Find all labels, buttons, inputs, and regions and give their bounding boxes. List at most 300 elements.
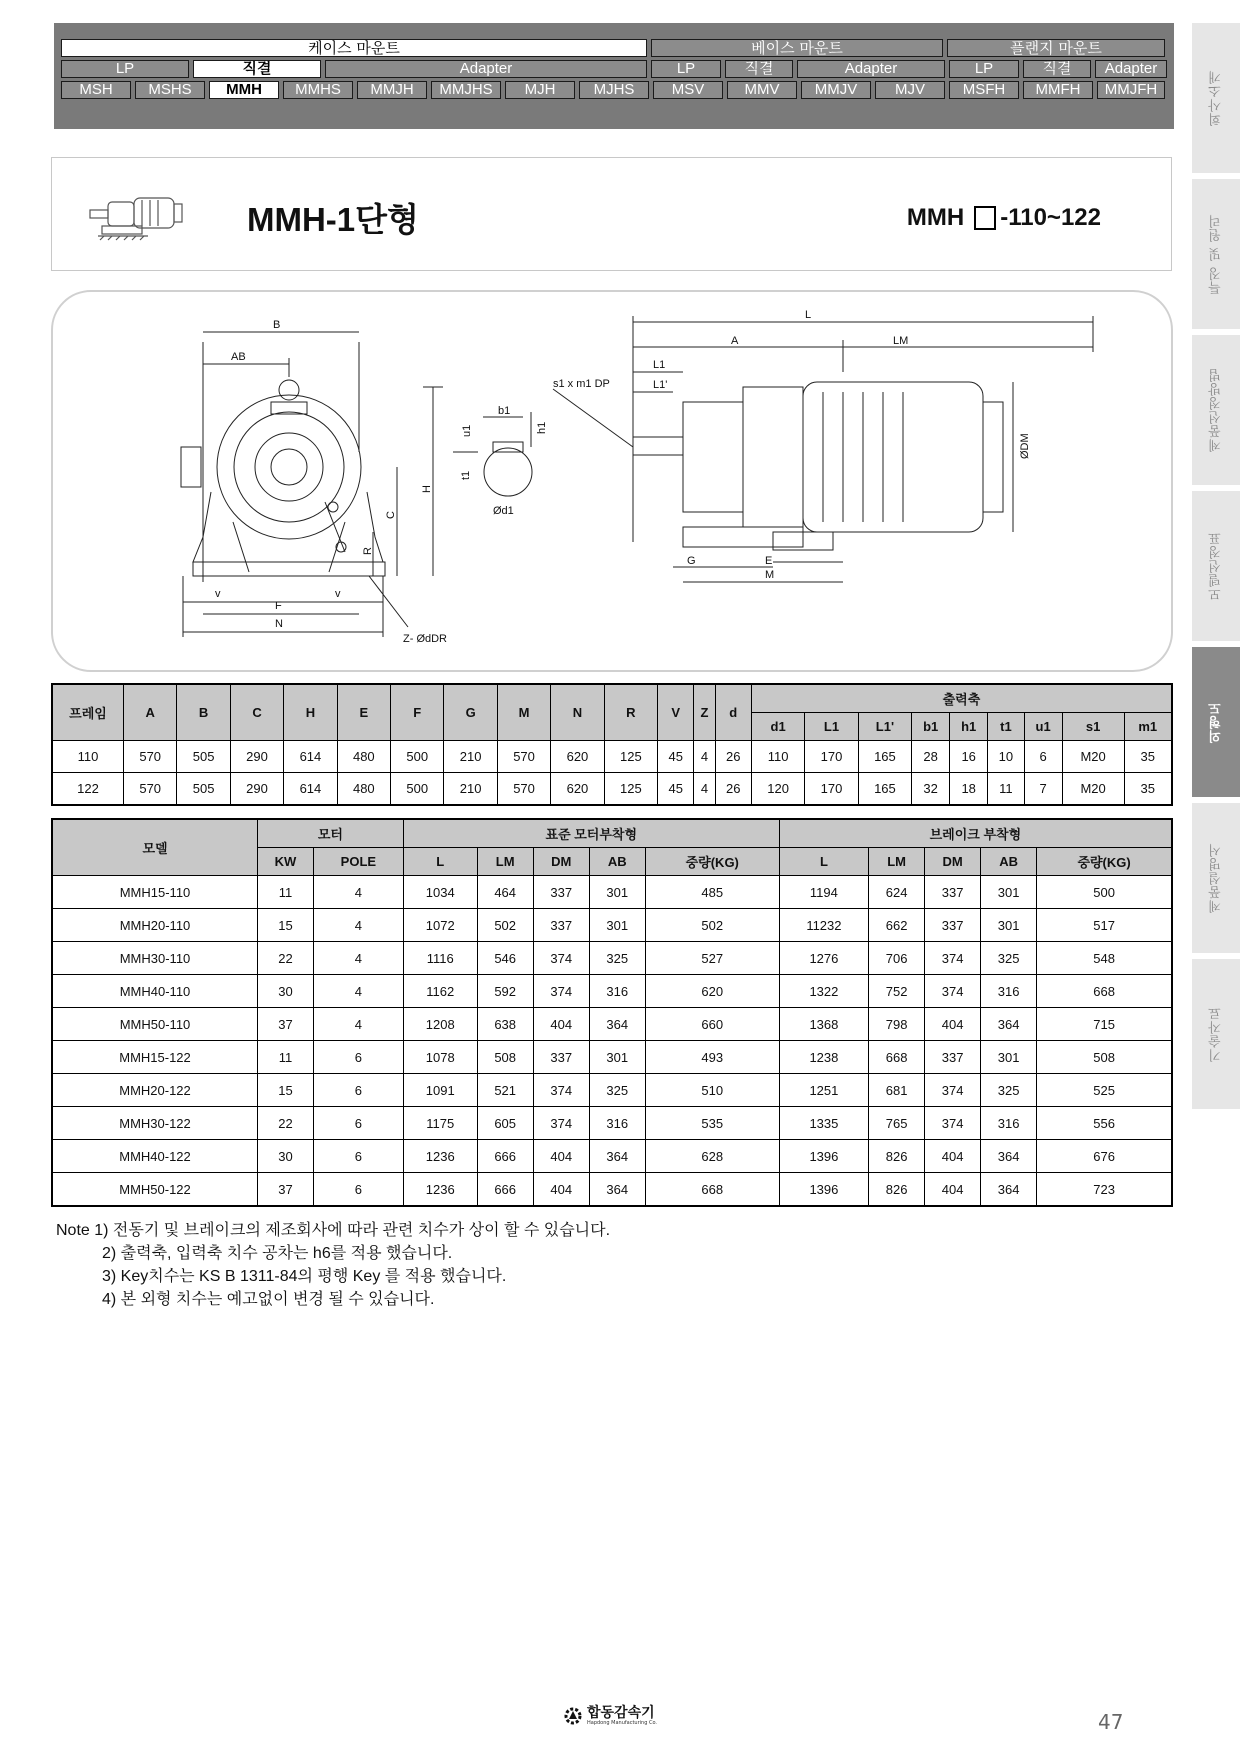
frame-header: 프레임 — [52, 684, 124, 741]
gear-icon — [563, 1706, 583, 1726]
table-cell: 826 — [869, 1140, 925, 1173]
model-code-placeholder-box — [974, 206, 996, 230]
nav-group-flange-mount[interactable]: 플랜지 마운트 — [947, 39, 1165, 57]
table-cell: MMH20-122 — [52, 1074, 258, 1107]
drawing-dimension-label: L1' — [653, 379, 668, 391]
table-cell: 493 — [645, 1041, 779, 1074]
table-cell: 15 — [258, 1074, 314, 1107]
table-row — [52, 741, 1172, 773]
table-cell: 1236 — [403, 1140, 477, 1173]
drawing-dimension-label: L — [805, 309, 812, 321]
table-cell: 45 — [658, 773, 694, 806]
table-cell: 325 — [589, 942, 645, 975]
reducer-thumbnail-icon — [88, 190, 198, 244]
model-col-header: 중량(KG) — [1037, 848, 1172, 876]
table-cell: 364 — [589, 1008, 645, 1041]
table-cell: 556 — [1037, 1107, 1172, 1140]
nav-model-3[interactable]: MMHS — [283, 81, 353, 99]
table-cell: 374 — [925, 942, 981, 975]
table-cell: 4 — [313, 909, 403, 942]
nav-model-10[interactable]: MMJV — [801, 81, 871, 99]
notes — [56, 1219, 610, 1311]
table-cell: MMH20-110 — [52, 909, 258, 942]
table-cell: 525 — [1037, 1074, 1172, 1107]
output-col-header: m1 — [1124, 713, 1172, 741]
side-tab-label: 기술자료 — [1208, 1006, 1224, 1062]
table-cell: 30 — [258, 1140, 314, 1173]
table-cell: 485 — [645, 876, 779, 909]
drawing-dimension-label: LM — [893, 335, 909, 347]
table-cell: 500 — [1037, 876, 1172, 909]
table-cell: 1238 — [779, 1041, 868, 1074]
table-cell: 4 — [313, 975, 403, 1008]
table-cell: 404 — [925, 1173, 981, 1207]
table-row — [52, 975, 1172, 1008]
table-cell: MMH40-110 — [52, 975, 258, 1008]
table-cell: 374 — [533, 1074, 589, 1107]
table-cell: 765 — [869, 1107, 925, 1140]
table-cell: 316 — [589, 1107, 645, 1140]
col-header: V — [658, 684, 694, 741]
table-cell: 35 — [1124, 773, 1172, 806]
table-cell: 4 — [313, 942, 403, 975]
table-cell: 502 — [477, 909, 533, 942]
drawing-dimension-label: A — [731, 335, 739, 347]
side-tab-label: 제품설명서 — [1208, 843, 1224, 913]
table-cell: 337 — [925, 909, 981, 942]
table-cell: MMH30-122 — [52, 1107, 258, 1140]
table-cell: 570 — [124, 741, 177, 773]
drawing-dimension-label: R — [362, 547, 374, 555]
table-cell: 570 — [497, 773, 550, 806]
table-cell: 676 — [1037, 1140, 1172, 1173]
table-cell: 374 — [533, 975, 589, 1008]
table-cell: 337 — [533, 909, 589, 942]
col-header: C — [230, 684, 283, 741]
table-cell: 6 — [313, 1041, 403, 1074]
page-number: 47 — [1098, 1710, 1124, 1734]
table-cell: 1236 — [403, 1173, 477, 1207]
nav-group-base-mount[interactable]: 베이스 마운트 — [651, 39, 943, 57]
table-cell: 364 — [981, 1140, 1037, 1173]
table-cell: 170 — [805, 773, 858, 806]
side-tab-label: 제품선정방법 — [1208, 368, 1224, 452]
table-cell: 798 — [869, 1008, 925, 1041]
table-cell: 668 — [645, 1173, 779, 1207]
table-row — [52, 1107, 1172, 1140]
side-tab-label: 외형도 — [1208, 701, 1224, 743]
company-logo — [563, 1706, 657, 1726]
table-cell: 374 — [533, 1107, 589, 1140]
table-cell: 28 — [912, 741, 950, 773]
nav-model-11[interactable]: MJV — [875, 81, 945, 99]
table-cell: 325 — [589, 1074, 645, 1107]
table-cell: 706 — [869, 942, 925, 975]
table-cell: 125 — [604, 773, 657, 806]
table-cell: 1251 — [779, 1074, 868, 1107]
table-cell: 32 — [912, 773, 950, 806]
side-tab-6[interactable] — [1192, 959, 1240, 1109]
table-cell: 37 — [258, 1008, 314, 1041]
table-cell: 570 — [497, 741, 550, 773]
table-cell: 505 — [177, 773, 230, 806]
table-cell: 364 — [589, 1173, 645, 1207]
drawing-dimension-label: H — [421, 485, 433, 493]
drawing-dimension-label: v — [215, 588, 221, 600]
table-cell: 316 — [981, 1107, 1037, 1140]
table-cell: 290 — [230, 741, 283, 773]
table-cell: 16 — [950, 741, 988, 773]
nav-subgroup-2[interactable]: Adapter — [325, 60, 647, 78]
table-cell: 110 — [52, 741, 124, 773]
dimension-drawing-svg — [53, 292, 1171, 670]
nav-subgroup-0[interactable]: LP — [61, 60, 189, 78]
table-cell: 502 — [645, 909, 779, 942]
drawing-dimension-label: s1 x m1 DP — [553, 378, 610, 390]
table-cell: 624 — [869, 876, 925, 909]
note-line: 2) 출력축, 입력축 치수 공차는 h6를 적용 했습니다. — [102, 1245, 453, 1262]
model-col-header: AB — [981, 848, 1037, 876]
table-cell: 681 — [869, 1074, 925, 1107]
output-col-header: u1 — [1024, 713, 1062, 741]
table-cell: 374 — [925, 975, 981, 1008]
table-cell: 1396 — [779, 1140, 868, 1173]
table-cell: 316 — [589, 975, 645, 1008]
table-cell: 662 — [869, 909, 925, 942]
table-cell: 11 — [258, 1041, 314, 1074]
table-cell: 1078 — [403, 1041, 477, 1074]
table-cell: 4 — [694, 741, 715, 773]
table-cell: 620 — [645, 975, 779, 1008]
table-cell: 1322 — [779, 975, 868, 1008]
table-cell: 1276 — [779, 942, 868, 975]
col-header: N — [551, 684, 604, 741]
drawing-dimension-label: AB — [231, 351, 246, 363]
nav-model-4[interactable]: MMJH — [357, 81, 427, 99]
table-cell: 666 — [477, 1140, 533, 1173]
output-shaft-group-header: 출력축 — [751, 684, 1172, 713]
table-cell: 404 — [533, 1008, 589, 1041]
col-header: E — [337, 684, 390, 741]
table-cell: 620 — [551, 741, 604, 773]
table-cell: 11232 — [779, 909, 868, 942]
table-cell: 1116 — [403, 942, 477, 975]
page-title: MMH-1단형 — [247, 201, 419, 238]
model-col-header: 중량(KG) — [645, 848, 779, 876]
table-cell: 614 — [284, 741, 337, 773]
table-cell: 1194 — [779, 876, 868, 909]
nav-model-14[interactable]: MMJFH — [1097, 81, 1165, 99]
table-cell: 535 — [645, 1107, 779, 1140]
table-cell: 500 — [391, 773, 444, 806]
model-col-header: AB — [589, 848, 645, 876]
table-cell: 301 — [589, 909, 645, 942]
table-cell: 638 — [477, 1008, 533, 1041]
drawing-dimension-label: Z- ØdDR — [403, 633, 447, 645]
table-cell: MMH50-122 — [52, 1173, 258, 1207]
nav-subgroup-1[interactable]: 직결 — [193, 60, 321, 78]
table-cell: 508 — [1037, 1041, 1172, 1074]
col-header: F — [391, 684, 444, 741]
company-name: 합동감속기 — [587, 1705, 655, 1721]
table-cell: 546 — [477, 942, 533, 975]
table-cell: 11 — [258, 876, 314, 909]
table-cell: 1368 — [779, 1008, 868, 1041]
title-block — [51, 157, 1172, 271]
table-cell: 10 — [988, 741, 1024, 773]
model-col-header: LM — [477, 848, 533, 876]
table-cell: 37 — [258, 1173, 314, 1207]
drawing-dimension-label: Ød1 — [493, 505, 514, 517]
table-cell: 26 — [715, 773, 751, 806]
drawing-dimension-label: L1 — [653, 359, 666, 371]
side-tab-label: 특징 및 원리 — [1208, 213, 1224, 295]
table-cell: 374 — [925, 1107, 981, 1140]
nav-subgroup-8[interactable]: Adapter — [1095, 60, 1167, 78]
nav-model-6[interactable]: MJH — [505, 81, 575, 99]
table-cell: 316 — [981, 975, 1037, 1008]
side-tab-2[interactable] — [1192, 335, 1240, 485]
table-row — [52, 1140, 1172, 1173]
table-cell: 122 — [52, 773, 124, 806]
table-cell: 11 — [988, 773, 1024, 806]
table-cell: 35 — [1124, 741, 1172, 773]
table-cell: 1162 — [403, 975, 477, 1008]
nav-model-1[interactable]: MSHS — [135, 81, 205, 99]
col-header: M — [497, 684, 550, 741]
table-cell: 364 — [981, 1173, 1037, 1207]
nav-model-2[interactable]: MMH — [209, 81, 279, 99]
table-cell: 464 — [477, 876, 533, 909]
table-cell: 666 — [477, 1173, 533, 1207]
table-cell: 374 — [533, 942, 589, 975]
frame-dimension-table — [51, 683, 1173, 806]
table-cell: 6 — [1024, 741, 1062, 773]
table-cell: 26 — [715, 741, 751, 773]
table-cell: 337 — [533, 876, 589, 909]
output-col-header: L1' — [858, 713, 911, 741]
table-row — [52, 1074, 1172, 1107]
drawing-dimension-label: E — [765, 555, 773, 567]
table-cell: 301 — [589, 876, 645, 909]
table-cell: 6 — [313, 1140, 403, 1173]
drawing-dimension-label: ØDM — [1019, 433, 1031, 459]
table-cell: 1175 — [403, 1107, 477, 1140]
table-cell: 500 — [391, 741, 444, 773]
note-line: 4) 본 외형 치수는 예고없이 변경 될 수 있습니다. — [102, 1291, 435, 1308]
nav-model-8[interactable]: MSV — [653, 81, 723, 99]
table-cell: MMH15-122 — [52, 1041, 258, 1074]
table-cell: 18 — [950, 773, 988, 806]
side-tab-5[interactable] — [1192, 803, 1240, 953]
table-cell: 110 — [751, 741, 804, 773]
table-cell: 1072 — [403, 909, 477, 942]
table-cell: 7 — [1024, 773, 1062, 806]
model-header: 모델 — [52, 819, 258, 876]
nav-subgroup-6[interactable]: LP — [949, 60, 1019, 78]
nav-model-7[interactable]: MJHS — [579, 81, 649, 99]
table-cell: 30 — [258, 975, 314, 1008]
drawing-dimension-label: u1 — [461, 424, 473, 437]
table-cell: 6 — [313, 1173, 403, 1207]
side-tab-3[interactable] — [1192, 491, 1240, 641]
table-cell: 301 — [981, 909, 1037, 942]
table-cell: 170 — [805, 741, 858, 773]
table-cell: 290 — [230, 773, 283, 806]
nav-group-case-mount[interactable]: 케이스 마운트 — [61, 39, 647, 57]
table-cell: 337 — [925, 876, 981, 909]
output-col-header: s1 — [1062, 713, 1124, 741]
output-col-header: b1 — [912, 713, 950, 741]
col-header: A — [124, 684, 177, 741]
side-tab-0[interactable] — [1192, 23, 1240, 173]
drawing-dimension-label: F — [275, 600, 282, 612]
drawing-dimension-label: v — [335, 588, 341, 600]
table-row — [52, 1041, 1172, 1074]
table-cell: M20 — [1062, 773, 1124, 806]
table-cell: MMH30-110 — [52, 942, 258, 975]
table-cell: 165 — [858, 741, 911, 773]
table-cell: 614 — [284, 773, 337, 806]
model-code-suffix: -110~122 — [1000, 204, 1101, 231]
table-cell: 337 — [925, 1041, 981, 1074]
nav-model-9[interactable]: MMV — [727, 81, 797, 99]
table-cell: 527 — [645, 942, 779, 975]
table-cell: 22 — [258, 942, 314, 975]
col-header: R — [604, 684, 657, 741]
nav-model-13[interactable]: MMFH — [1023, 81, 1093, 99]
table-cell: 210 — [444, 773, 497, 806]
table-cell: 660 — [645, 1008, 779, 1041]
table-cell: 22 — [258, 1107, 314, 1140]
nav-subgroup-3[interactable]: LP — [651, 60, 721, 78]
table-cell: 510 — [645, 1074, 779, 1107]
col-header: G — [444, 684, 497, 741]
table-cell: 125 — [604, 741, 657, 773]
drawing-dimension-label: M — [765, 569, 775, 581]
table-cell: 505 — [177, 741, 230, 773]
output-col-header: L1 — [805, 713, 858, 741]
model-col-header: L — [403, 848, 477, 876]
table-cell: 404 — [925, 1140, 981, 1173]
model-col-header: L — [779, 848, 868, 876]
model-code — [907, 204, 1101, 232]
table-cell: 4 — [313, 1008, 403, 1041]
table-cell: 548 — [1037, 942, 1172, 975]
nav-model-12[interactable]: MSFH — [949, 81, 1019, 99]
table-cell: MMH50-110 — [52, 1008, 258, 1041]
table-row — [52, 909, 1172, 942]
table-cell: 4 — [694, 773, 715, 806]
side-tab-label: 회사소개 — [1208, 70, 1224, 126]
note-line: 3) Key치수는 KS B 1311-84의 평행 Key 를 적용 했습니다. — [102, 1268, 507, 1285]
table-row — [52, 1173, 1172, 1207]
nav-subgroup-5[interactable]: Adapter — [797, 60, 945, 78]
model-col-header: DM — [533, 848, 589, 876]
dimension-drawing — [51, 290, 1173, 672]
table-row — [52, 942, 1172, 975]
nav-model-0[interactable]: MSH — [61, 81, 131, 99]
col-header: H — [284, 684, 337, 741]
table-cell: 325 — [981, 1074, 1037, 1107]
table-cell: 337 — [533, 1041, 589, 1074]
nav-model-5[interactable]: MMJHS — [431, 81, 501, 99]
table-cell: M20 — [1062, 741, 1124, 773]
drawing-dimension-label: N — [275, 618, 283, 630]
table-cell: 715 — [1037, 1008, 1172, 1041]
model-navigation — [54, 23, 1174, 129]
table-cell: 752 — [869, 975, 925, 1008]
brake-group-header: 브레이크 부착형 — [779, 819, 1172, 848]
table-cell: 517 — [1037, 909, 1172, 942]
table-cell: 210 — [444, 741, 497, 773]
table-cell: 364 — [589, 1140, 645, 1173]
table-cell: 301 — [981, 876, 1037, 909]
drawing-dimension-label: h1 — [536, 421, 548, 434]
table-cell: 404 — [533, 1140, 589, 1173]
side-tab-4[interactable] — [1192, 647, 1240, 797]
table-cell: 480 — [337, 773, 390, 806]
output-col-header: t1 — [988, 713, 1024, 741]
table-cell: 521 — [477, 1074, 533, 1107]
table-cell: 826 — [869, 1173, 925, 1207]
drawing-dimension-label: b1 — [498, 405, 511, 417]
table-cell: MMH40-122 — [52, 1140, 258, 1173]
table-cell: 120 — [751, 773, 804, 806]
table-cell: 374 — [925, 1074, 981, 1107]
table-cell: 668 — [1037, 975, 1172, 1008]
model-col-header: DM — [925, 848, 981, 876]
table-cell: 404 — [533, 1173, 589, 1207]
model-col-header: LM — [869, 848, 925, 876]
table-cell: 1396 — [779, 1173, 868, 1207]
drawing-dimension-label: t1 — [460, 470, 472, 480]
side-tab-1[interactable] — [1192, 179, 1240, 329]
table-cell: 301 — [589, 1041, 645, 1074]
model-code-prefix: MMH — [906, 204, 965, 231]
table-row — [52, 876, 1172, 909]
table-cell: 1208 — [403, 1008, 477, 1041]
table-cell: 4 — [313, 876, 403, 909]
table-cell: 668 — [869, 1041, 925, 1074]
table-cell: 508 — [477, 1041, 533, 1074]
table-cell: MMH15-110 — [52, 876, 258, 909]
table-cell: 301 — [981, 1041, 1037, 1074]
nav-subgroup-4[interactable]: 직결 — [725, 60, 793, 78]
standard-motor-group-header: 표준 모터부착형 — [403, 819, 779, 848]
table-cell: 620 — [551, 773, 604, 806]
drawing-dimension-label: G — [687, 555, 696, 567]
table-row — [52, 773, 1172, 806]
table-cell: 45 — [658, 741, 694, 773]
table-cell: 1091 — [403, 1074, 477, 1107]
table-cell: 480 — [337, 741, 390, 773]
table-cell: 628 — [645, 1140, 779, 1173]
motor-group-header: 모터 — [258, 819, 404, 848]
table-cell: 1335 — [779, 1107, 868, 1140]
table-cell: 1034 — [403, 876, 477, 909]
table-cell: 404 — [925, 1008, 981, 1041]
table-cell: 605 — [477, 1107, 533, 1140]
table-cell: 592 — [477, 975, 533, 1008]
table-cell: 15 — [258, 909, 314, 942]
company-name-en: Hapdong Manufacturing Co. — [587, 1720, 658, 1726]
nav-subgroup-7[interactable]: 직결 — [1023, 60, 1091, 78]
output-col-header: d1 — [751, 713, 804, 741]
table-row — [52, 1008, 1172, 1041]
table-cell: 364 — [981, 1008, 1037, 1041]
drawing-dimension-label: C — [385, 511, 397, 519]
